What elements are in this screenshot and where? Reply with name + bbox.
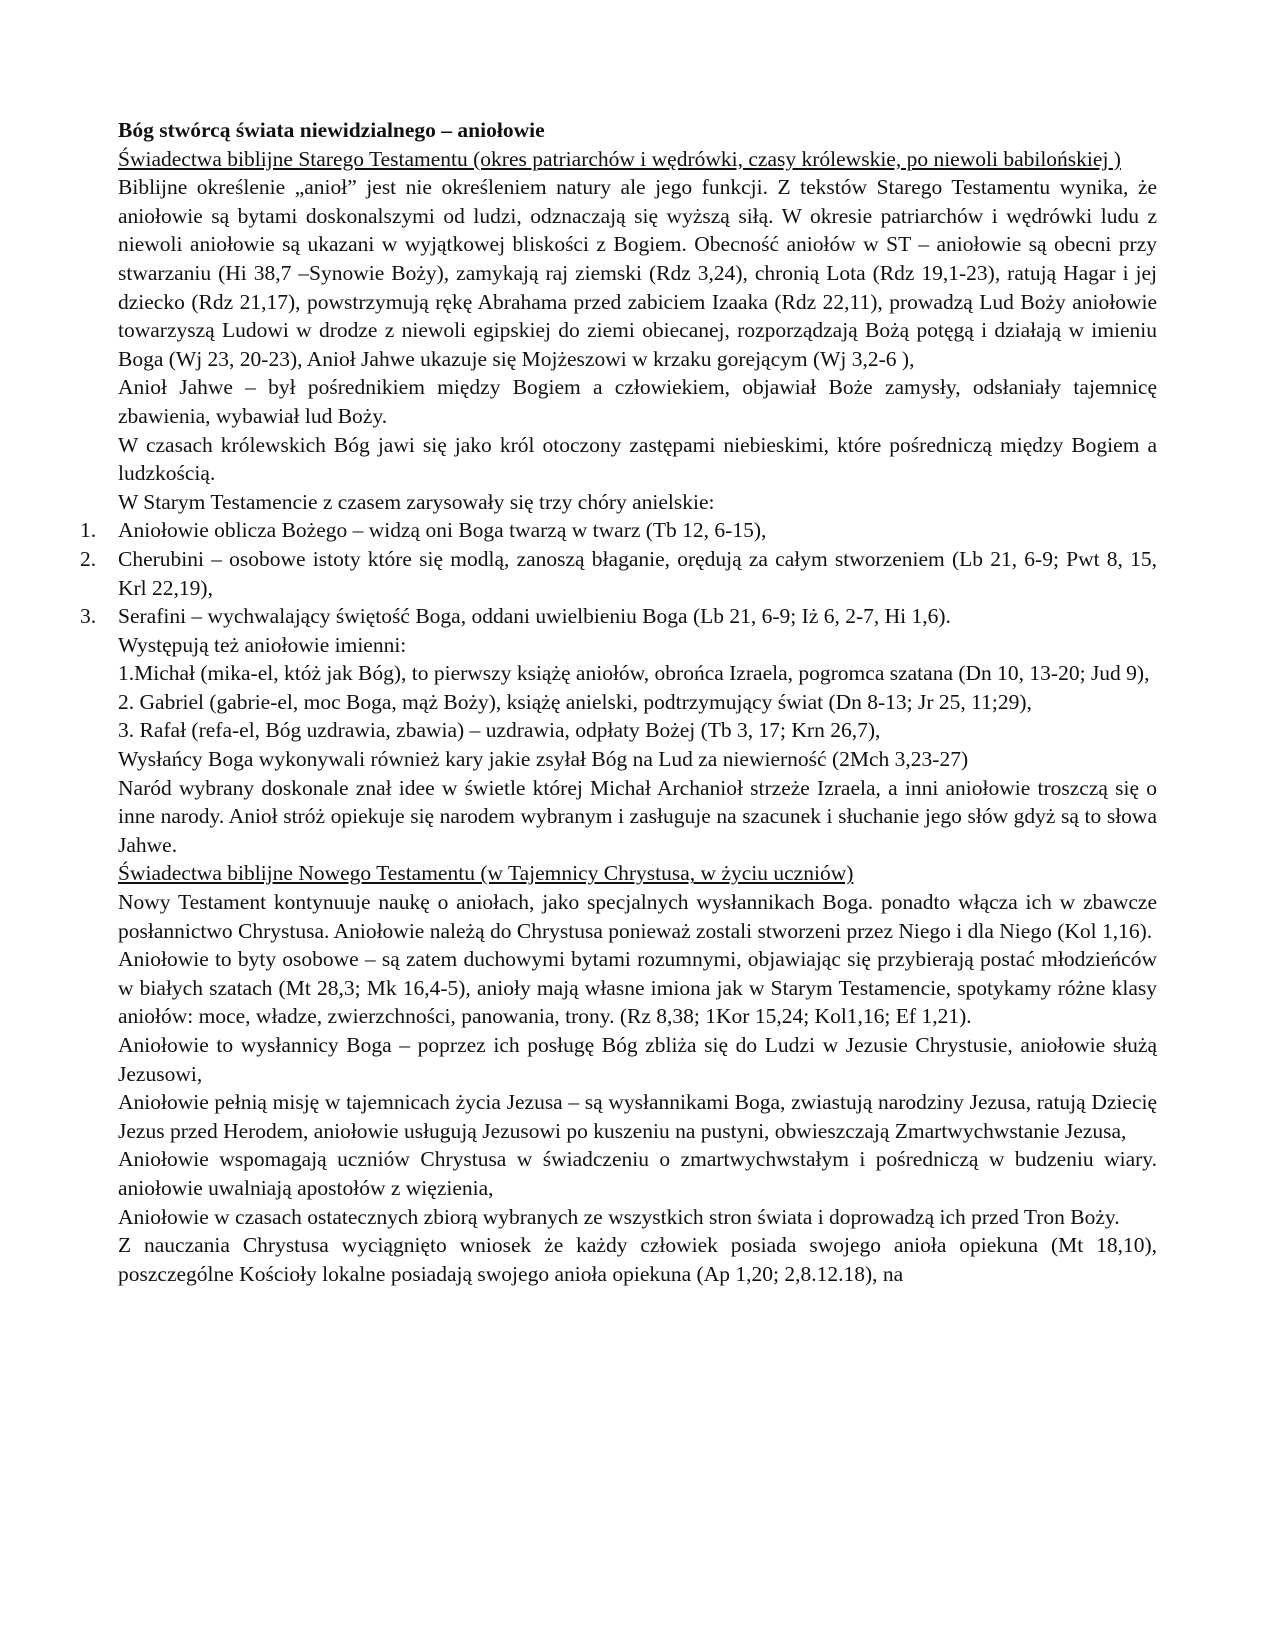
paragraph: Aniołowie w czasach ostatecznych zbiorą wybranych ze wszystkich stron świata i doprowadzą ich przed Tron Boży. — [118, 1204, 1120, 1229]
paragraph: Aniołowie to wysłannicy Boga – poprzez ich posługę Bóg zbliża się do Ludzi w Jezusie Chrystusie, aniołowie służą Jezusowi, — [118, 1033, 1157, 1086]
paragraph: Aniołowie pełnią misję w tajemnicach życia Jezusa – są wysłannikami Boga, zwiastują narodziny Jezusa, ratują Dziecię Jezus przed Herodem, aniołowie usługują Jezusowi po kuszeniu na pustyni, obwieszczają Zmartwychwstanie Jezusa, — [118, 1090, 1157, 1143]
list-item-text: Serafini – wychwalający świętość Boga, oddani uwielbieniu Boga (Lb 21, 6-9; Iż 6, 2-7, Hi 1,6). — [118, 604, 951, 629]
paragraph: W Starym Testamencie z czasem zarysowały się trzy chóry anielskie: — [118, 489, 715, 514]
list-item — [80, 516, 1157, 545]
paragraph: Nowy Testament kontynuuje naukę o aniołach, jako specjalnych wysłannikach Boga. ponadto włącza ich w zbawcze posłannictwo Chrystusa. Aniołowie należą do Chrystusa ponieważ zostali stworzeni przez Niego i dla Niego (Kol 1,16). — [118, 890, 1157, 943]
old-testament-heading: Świadectwa biblijne Starego Testamentu (okres patriarchów i wędrówki, czasy królewskie, po niewoli babilońskiej ) — [118, 146, 1121, 171]
document-page — [80, 116, 1157, 1288]
paragraph: Aniołowie to byty osobowe – są zatem duchowymi bytami rozumnymi, objawiając się przybierają postać młodzieńców w białych szatach (Mt 28,3; Mk 16,4-5), anioły mają własne imiona jak w Starym Testamencie, spotykamy różne klasy aniołów: moce, władze, zwierzchności, panowania, trony. (Rz 8,38; 1Kor 15,24; Kol1,16; Ef 1,21). — [118, 947, 1157, 1029]
list-item-text: Aniołowie oblicza Bożego – widzą oni Boga twarzą w twarz (Tb 12, 6-15), — [118, 518, 767, 543]
paragraph: Naród wybrany doskonale znał idee w świetle której Michał Archanioł strzeże Izraela, a inni aniołowie troszczą się o inne narody. Anioł stróż opiekuje się narodem wybranym i zasługuje na szacunek i słuchanie jego słów gdyż są to słowa Jahwe. — [118, 775, 1157, 857]
paragraph: Biblijne określenie „anioł” jest nie określeniem natury ale jego funkcji. Z tekstów Starego Testamentu wynika, że aniołowie są bytami doskonalszymi od ludzi, odznaczają się wyższą siłą. W okresie patriarchów i wędrówki ludu z niewoli aniołowie są ukazani w wyjątkowej bliskości z Bogiem. Obecność aniołów w ST – aniołowie są obecni przy stwarzaniu (Hi 38,7 –Synowie Boży), zamykają raj ziemski (Rdz 3,24), chronią Lota (Rdz 19,1-23), ratują Hagar i jej dziecko (Rdz 21,17), powstrzymują rękę Abrahama przed zabiciem Izaaka (Rdz 22,11), prowadzą Lud Boży aniołowie towarzyszą Ludowi w drodze z niewoli egipskiej do ziemi obiecanej, rozporządzają Bożą potęgą i działają w imieniu Boga (Wj 23, 20-23), Anioł Jahwe ukazuje się Mojżeszowi w krzaku gorejącym (Wj 3,2-6 ), — [118, 175, 1157, 371]
paragraph: Anioł Jahwe – był pośrednikiem między Bogiem a człowiekiem, objawiał Boże zamysły, odsłaniały tajemnicę zbawienia, wybawiał lud Boży. — [118, 375, 1157, 428]
list-item-text: Cherubini – osobowe istoty które się modlą, zanoszą błaganie, orędują za całym stworzeniem (Lb 21, 6-9; Pwt 8, 15, Krl 22,19), — [118, 546, 1157, 600]
paragraph: 3. Rafał (refa-el, Bóg uzdrawia, zbawia) – uzdrawia, odpłaty Bożej (Tb 3, 17; Krn 26,7), — [118, 718, 881, 743]
new-testament-heading: Świadectwa biblijne Nowego Testamentu (w Tajemnicy Chrystusa, w życiu uczniów) — [118, 861, 854, 886]
paragraph: Z nauczania Chrystusa wyciągnięto wniosek że każdy człowiek posiada swojego anioła opiekuna (Mt 18,10), poszczególne Kościoły lokalne posiadają swojego anioła opiekuna (Ap 1,20; 2,8.12.18), na — [118, 1233, 1157, 1286]
list-number: 3. — [80, 604, 97, 629]
paragraph: Występują też aniołowie imienni: — [118, 632, 407, 657]
document-title: Bóg stwórcą świata niewidzialnego – aniołowie — [118, 118, 545, 142]
list-item — [80, 545, 1157, 602]
list-number: 1. — [80, 518, 97, 543]
list-number: 2. — [80, 546, 97, 571]
paragraph: 1.Michał (mika-el, któż jak Bóg), to pierwszy książę aniołów, obrońca Izraela, pogromca szatana (Dn 10, 13-20; Jud 9), — [118, 661, 1150, 686]
paragraph: 2. Gabriel (gabrie-el, moc Boga, mąż Boży), książę anielski, podtrzymujący świat (Dn 8-13; Jr 25, 11;29), — [118, 689, 1032, 714]
angel-choirs-list — [80, 516, 1157, 630]
paragraph: W czasach królewskich Bóg jawi się jako król otoczony zastępami niebieskimi, które pośredniczą między Bogiem a ludzkością. — [118, 432, 1157, 486]
paragraph: Aniołowie wspomagają uczniów Chrystusa w świadczeniu o zmartwychwstałym i pośredniczą w budzeniu wiary. aniołowie uwalniają apostołów z więzienia, — [118, 1147, 1157, 1200]
paragraph: Wysłańcy Boga wykonywali również kary jakie zsyłał Bóg na Lud za niewierność (2Mch 3,23-27) — [118, 747, 969, 772]
list-item — [80, 602, 1157, 631]
